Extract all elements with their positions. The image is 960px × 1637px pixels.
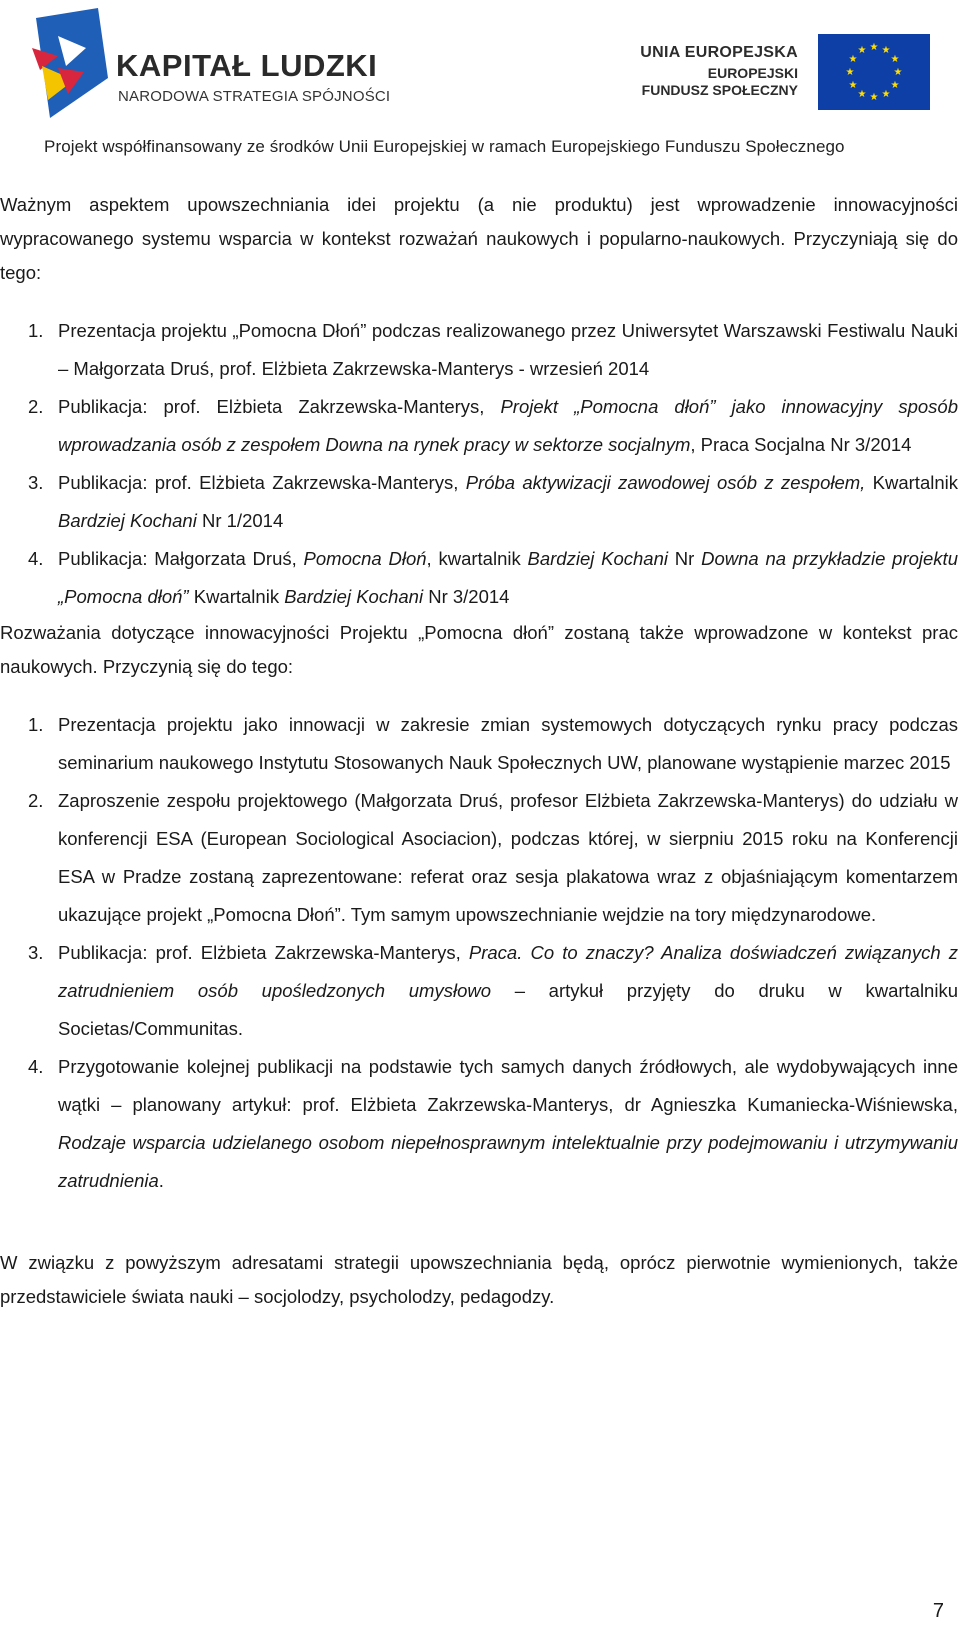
list-item xyxy=(0,782,958,934)
eu-flag-icon xyxy=(818,34,930,110)
svg-text:★: ★ xyxy=(893,67,903,78)
svg-text:★: ★ xyxy=(848,80,858,91)
list-item xyxy=(0,934,958,1048)
cofinancing-statement: Projekt współfinansowany ze środków Unii Europejskiej w ramach Europejskiego Funduszu Społecznego xyxy=(44,137,845,156)
list-item xyxy=(0,388,958,464)
list-item xyxy=(0,706,958,782)
list-item-italic-text: Praca. Co to znaczy? Analiza doświadczeń związanych z zatrudnieniem osób upośledzonych umysłowo xyxy=(58,942,958,1001)
list-item-text: Prezentacja projektu jako innowacji w zakresie zmian systemowych dotyczących rynku pracy podczas seminarium naukowego Instytutu Stosowanych Nauk Społecznych UW, planowane wystąpienie marzec 2015 xyxy=(58,714,958,773)
list-item-number: 1. xyxy=(28,320,44,341)
list-item-number: 2. xyxy=(28,790,44,811)
list-item-number: 1. xyxy=(28,714,44,735)
second-paragraph: Rozważania dotyczące innowacyjności Projektu „Pomocna dłoń” zostaną także wprowadzone w kontekst prac naukowych. Przyczynią się do tego: xyxy=(0,622,958,677)
list-item-italic-text: Próba aktywizacji zawodowej osób z zespołem, xyxy=(465,472,866,493)
svg-text:★: ★ xyxy=(890,54,900,65)
list-item-italic-text: Projekt „Pomocna dłoń” jako innowacyjny sposób wprowadzania osób z zespołem Downa na rynek pracy w sektorze socjalnym xyxy=(58,396,958,455)
list-item-text: Publikacja: prof. Elżbieta Zakrzewska-Manterys, xyxy=(58,396,501,417)
list-item-number: 4. xyxy=(28,1056,44,1077)
svg-text:★: ★ xyxy=(845,67,855,78)
list-item-italic-text: Downa na przykładzie projektu „Pomocna dłoń” xyxy=(58,548,958,607)
list-item-italic-text: Bardziej Kochani xyxy=(58,510,197,531)
list-item-text: Nr 1/2014 xyxy=(196,510,284,531)
eu-logo-text xyxy=(640,44,798,98)
list-item-number: 3. xyxy=(28,472,44,493)
list-item-italic-text: Rodzaje wsparcia udzielanego osobom niepełnosprawnym intelektualnie przy podejmowaniu i utrzymywaniu zatrudnienia xyxy=(58,1132,958,1191)
list-item-text: Kwartalnik xyxy=(188,586,285,607)
list-item-number: 2. xyxy=(28,396,44,417)
page-number: 7 xyxy=(932,1600,944,1622)
list-item-text: , Praca Socjalna Nr 3/2014 xyxy=(690,434,912,455)
list-item-text: , kwartalnik xyxy=(426,548,528,569)
list-item-text: Nr xyxy=(668,548,702,569)
eu-logo-line3: FUNDUSZ SPOŁECZNY xyxy=(641,82,798,98)
list-item-italic-text: Pomocna Dłoń xyxy=(303,548,427,569)
list-item-text: Publikacja: Małgorzata Druś, xyxy=(58,548,304,569)
list-scientific xyxy=(0,706,958,1200)
svg-text:★: ★ xyxy=(881,89,891,100)
list-item-text: Publikacja: prof. Elżbieta Zakrzewska-Manterys, xyxy=(58,942,469,963)
list-item-text: Przygotowanie kolejnej publikacji na podstawie tych samych danych źródłowych, ale wydobywających inne wątki – planowany artykuł: prof. Elżbieta Zakrzewska-Manterys, dr Agnieszka Kumaniecka-Wiśniewska, xyxy=(58,1056,958,1115)
list-item xyxy=(0,312,958,388)
document-header xyxy=(0,0,960,165)
eu-logo-line2: EUROPEJSKI xyxy=(707,65,798,81)
svg-text:★: ★ xyxy=(857,89,867,100)
list-item-italic-text: Bardziej Kochani xyxy=(527,548,668,569)
svg-text:★: ★ xyxy=(857,45,867,56)
list-item-italic-text: Bardziej Kochani xyxy=(284,586,424,607)
document-body xyxy=(0,188,958,1314)
svg-text:★: ★ xyxy=(881,45,891,56)
svg-text:★: ★ xyxy=(848,54,858,65)
kapital-ludzki-subtitle: NARODOWA STRATEGIA SPÓJNOŚCI xyxy=(118,88,391,105)
list-item-text: Kwartalnik xyxy=(865,472,958,493)
list-item-text: Zaproszenie zespołu projektowego (Małgorzata Druś, profesor Elżbieta Zakrzewska-Manterys) do udziału w konferencji ESA (European Sociological Asociacion), podczas której, w sierpniu 2015 roku na Konferencji ESA w Pradze zostaną zaprezentowane: referat oraz sesja plakatowa wraz z objaśniającym komentarzem ukazujące projekt „Pomocna Dłoń”. Tym samym upowszechnianie wejdzie na tory międzynarodowe. xyxy=(58,790,958,925)
kapital-ludzki-title: KAPITAŁ LUDZKI xyxy=(116,48,378,83)
eu-logo xyxy=(640,34,930,114)
list-item-number: 3. xyxy=(28,942,44,963)
list-item-text: Prezentacja projektu „Pomocna Dłoń” podczas realizowanego przez Uniwersytet Warszawski Festiwalu Nauki – Małgorzata Druś, prof. Elżbieta Zakrzewska-Manterys - wrzesień 2014 xyxy=(58,320,958,379)
svg-text:★: ★ xyxy=(890,80,900,91)
list-item xyxy=(0,464,958,540)
conclusion-paragraph: W związku z powyższym adresatami strategii upowszechniania będą, oprócz pierwotnie wymienionych, także przedstawiciele świata nauki – socjolodzy, psycholodzy, pedagodzy. xyxy=(0,1252,958,1307)
list-item-text: Nr 3/2014 xyxy=(423,586,510,607)
list-item-text: – artykuł przyjęty do druku w kwartalniku Societas/Communitas. xyxy=(58,980,958,1039)
svg-text:★: ★ xyxy=(869,42,879,53)
list-item xyxy=(0,540,958,616)
svg-text:★: ★ xyxy=(869,92,879,103)
list-item xyxy=(0,1048,958,1200)
kapital-ludzki-logo xyxy=(28,8,408,123)
kapital-ludzki-emblem-icon xyxy=(28,8,124,123)
intro-paragraph: Ważnym aspektem upowszechniania idei projektu (a nie produktu) jest wprowadzenie innowacyjności wypracowanego systemu wsparcia w kontekst rozważań naukowych i popularno-naukowych. Przyczyniają się do tego: xyxy=(0,194,958,283)
list-item-number: 4. xyxy=(28,548,44,569)
list-item-text: . xyxy=(158,1170,164,1191)
list-item-text: Publikacja: prof. Elżbieta Zakrzewska-Manterys, xyxy=(58,472,466,493)
eu-logo-line1: UNIA EUROPEJSKA xyxy=(640,44,798,61)
list-popular-science xyxy=(0,312,958,616)
